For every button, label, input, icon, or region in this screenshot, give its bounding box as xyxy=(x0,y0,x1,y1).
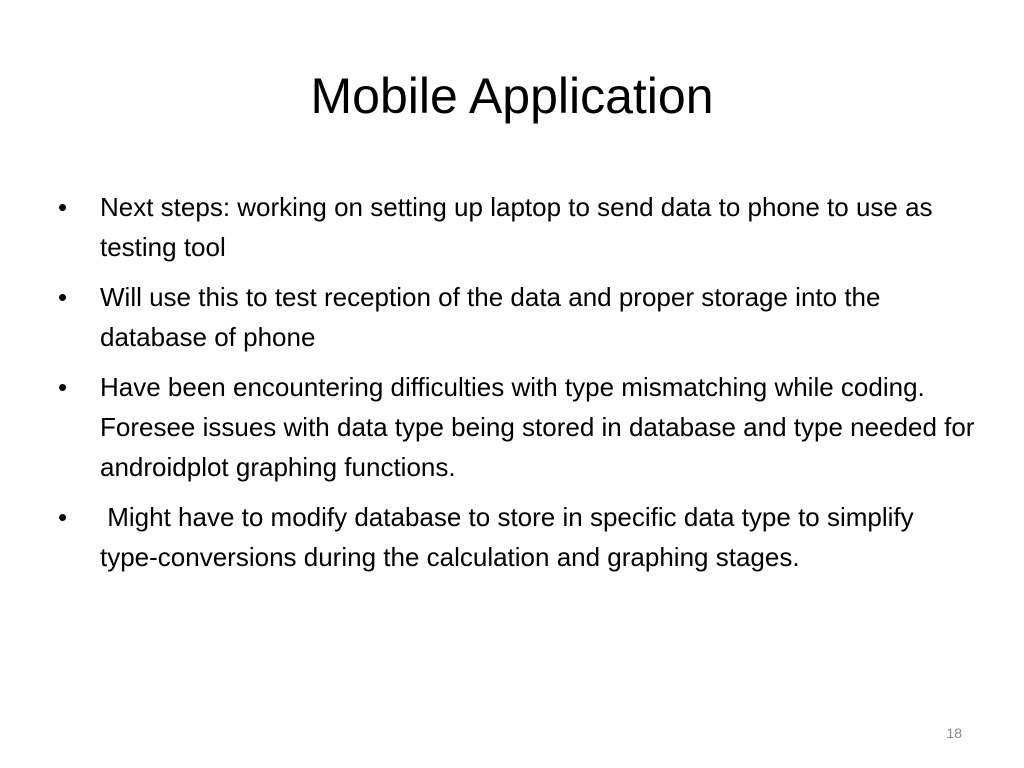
bullet-marker: • xyxy=(58,372,68,402)
bullet-item xyxy=(58,367,978,487)
bullet-marker: • xyxy=(58,282,68,312)
bullet-item xyxy=(58,497,978,577)
bullet-text: Have been encountering difficulties with type mismatching while coding. Foresee issues with data type being stored in database and type needed for androidplot graphing functions. xyxy=(100,372,975,482)
bullet-list xyxy=(58,187,978,587)
slide-title: Mobile Application xyxy=(310,68,714,124)
slide-number: 18 xyxy=(946,725,962,741)
bullet-text: Might have to modify database to store in specific data type to simplify type-conversions during the calculation and graphing stages. xyxy=(100,502,921,572)
bullet-item xyxy=(58,277,978,357)
bullet-text: Next steps: working on setting up laptop to send data to phone to use as testing tool xyxy=(100,192,933,262)
bullet-marker: • xyxy=(58,502,68,532)
bullet-item xyxy=(58,187,978,267)
bullet-text: Will use this to test reception of the data and proper storage into the database of phone xyxy=(100,282,881,352)
bullet-marker: • xyxy=(58,192,68,222)
